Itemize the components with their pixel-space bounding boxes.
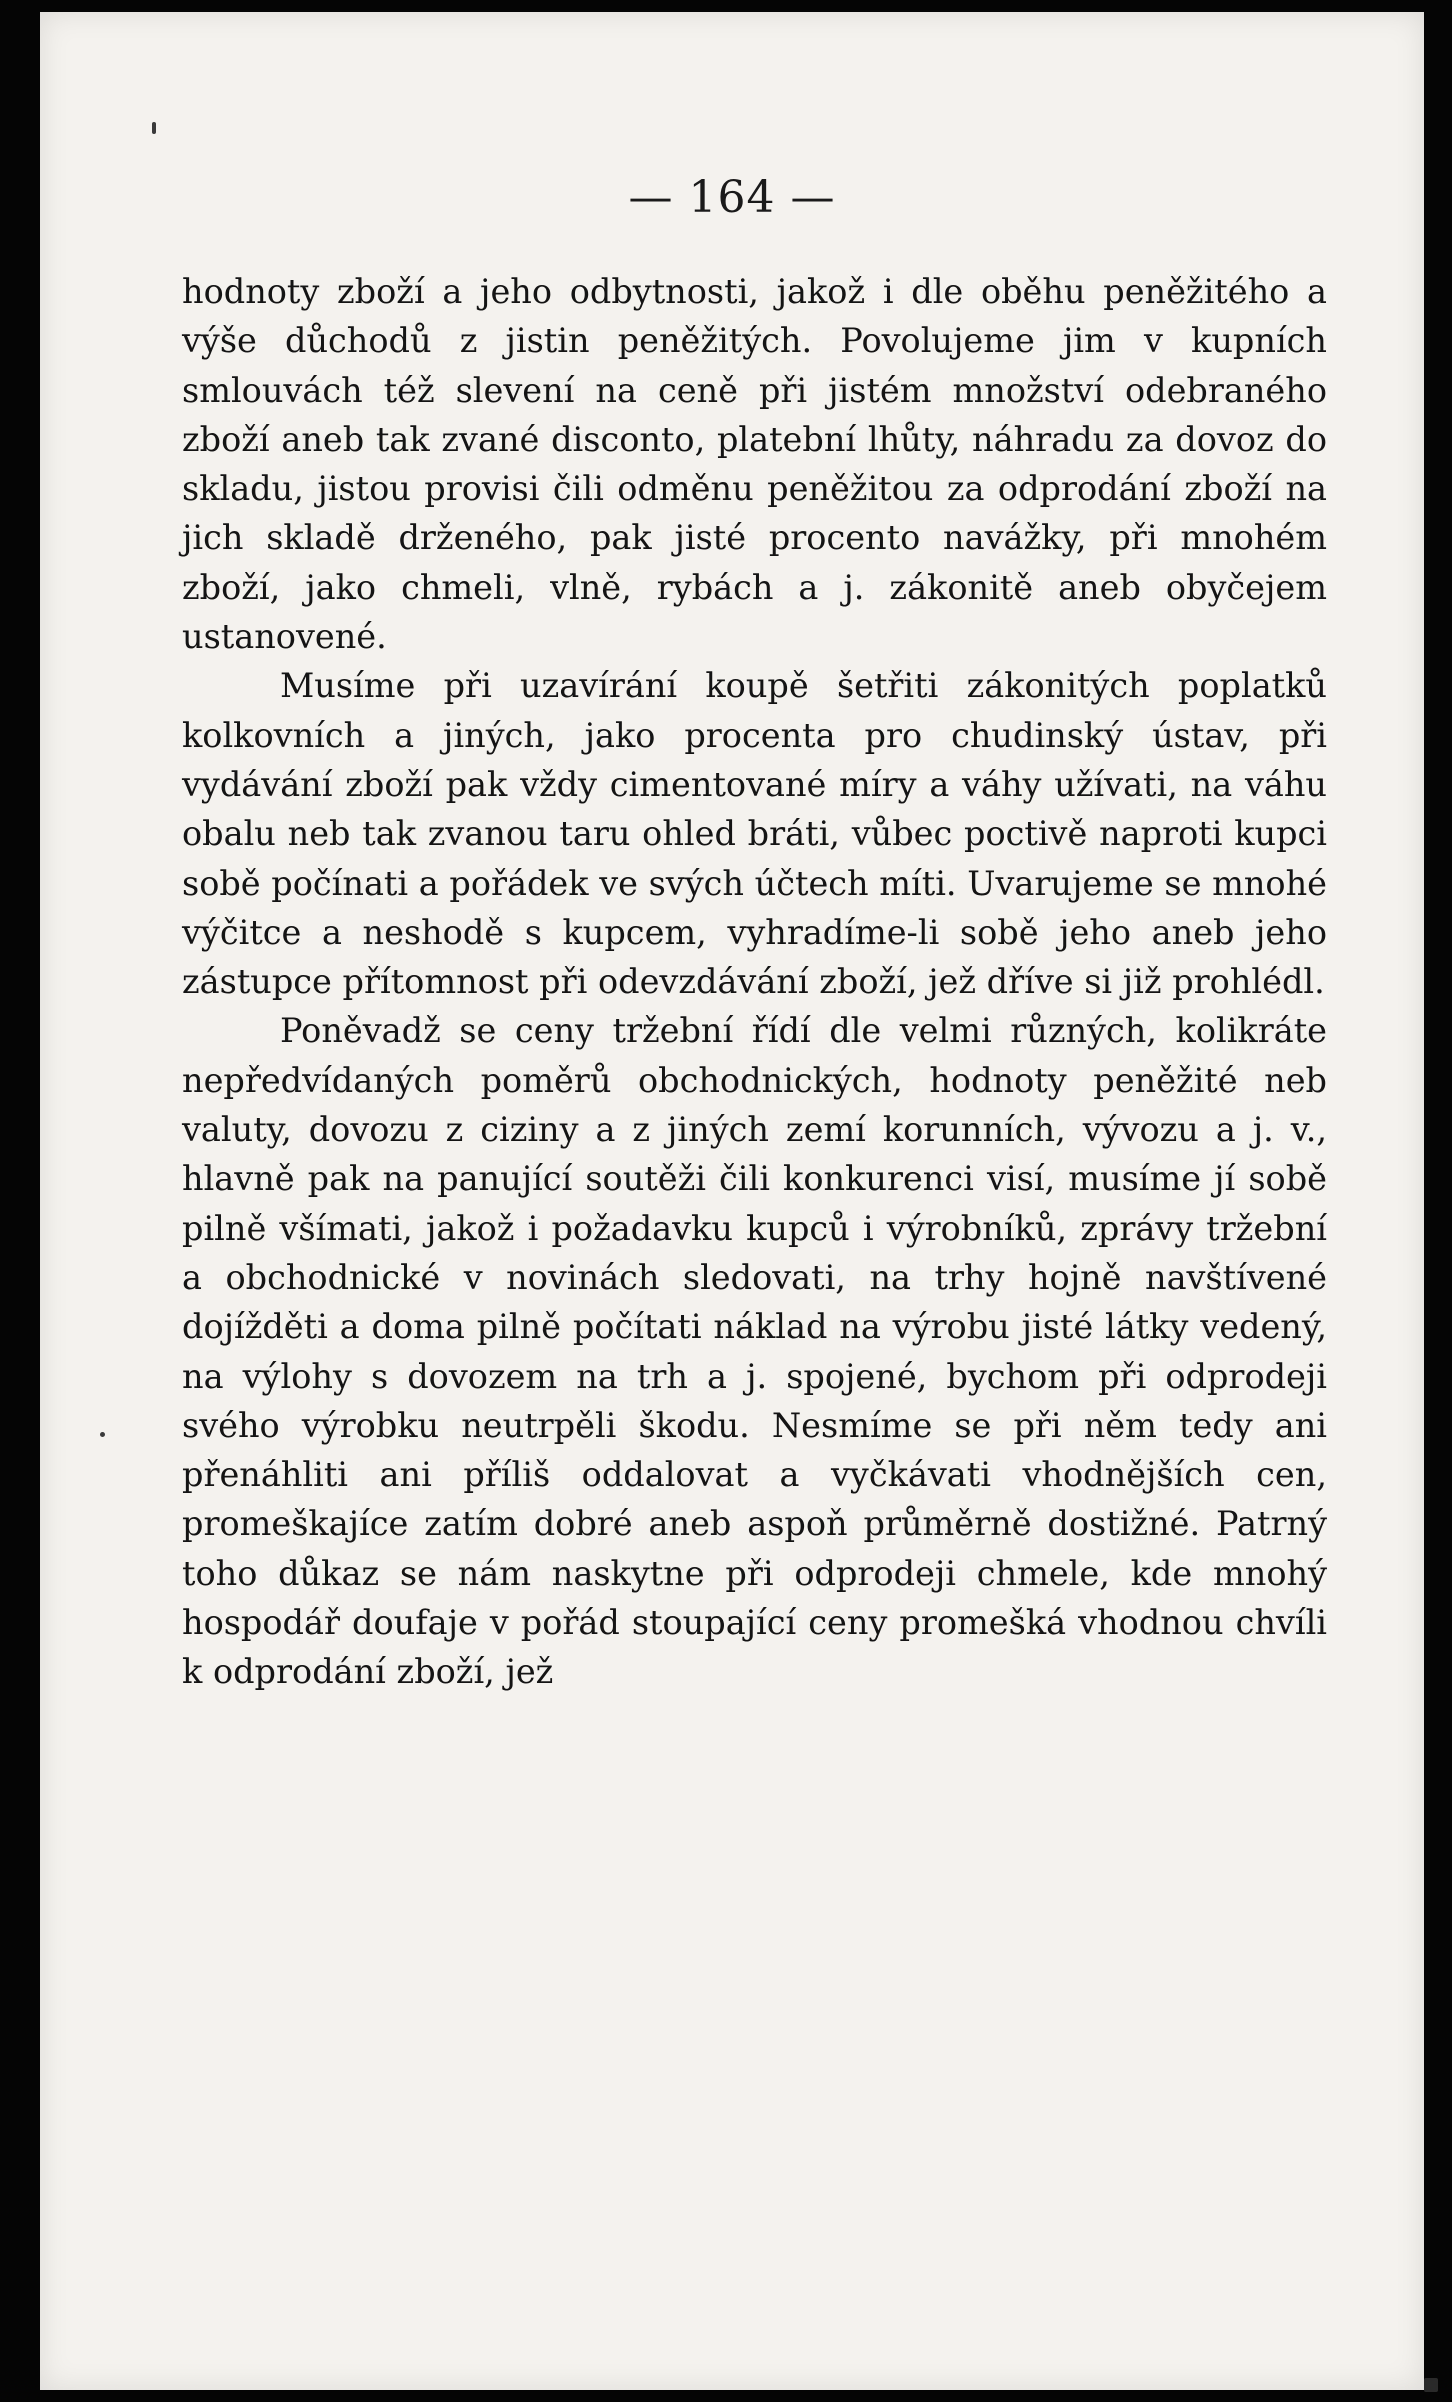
paragraph-3: Poněvadž se ceny tržební řídí dle velmi různých, kolikráte nepředvídaných poměrů obchodnických, hodnoty peněžité neb valuty, dovozu z ciziny a z jiných zemí korunních, vývozu a j. v., hlavně pak na panující soutěži čili konkurenci visí, musíme jí sobě pilně všímati, jakož i požadavku kupců i výrobníků, zprávy tržební a obchodnické v novinách sledovati, na trhy hojně navštívené dojížděti a doma pilně počítati náklad na výrobu jisté látky vedený, na výlohy s dovozem na trh a j. spojené, bychom při odprodeji svého výrobku neutrpěli škodu. Nesmíme se při něm tedy ani přenáhliti ani příliš oddalovat a vyčkávati vhodnějších cen, promeškajíce zatím dobré aneb aspoň průměrně dostižné. Patrný toho důkaz se nám naskytne při odprodeji chmele, kde mnohý hospodář doufaje v pořád stoupající ceny promešká vhodnou chvíli k odprodání zboží, jež <box>182 1011 1327 1692</box>
paragraph-1: hodnoty zboží a jeho odbytnosti, jakož i dle oběhu peněžitého a výše důchodů z jistin peněžitých. Povolujeme jim v kupních smlouvách též slevení na ceně při jistém množství odebraného zboží aneb tak zvané disconto, platební lhůty, náhradu za dovoz do skladu, jistou provisi čili odměnu peněžitou za odprodání zboží na jich skladě drženého, pak jisté procento navážky, při mnohém zboží, jako chmeli, vlně, rybách a j. zákonitě aneb obyčejem ustanovené. <box>182 272 1327 657</box>
paragraph-2: Musíme při uzavírání koupě šetřiti zákonitých poplatků kolkovních a jiných, jako procenta pro chudinský ústav, při vydávání zboží pak vždy cimentované míry a váhy užívati, na váhu obalu neb tak zvanou taru ohled bráti, vůbec poctivě naproti kupci sobě počínati a pořádek ve svých účtech míti. Uvarujeme se mnohé výčitce a neshodě s kupcem, vyhradíme-li sobě jeho aneb jeho zástupce přítomnost při odevzdávání zboží, jež dříve si již prohlédl. <box>182 666 1327 1002</box>
scan-speck <box>152 122 156 134</box>
book-page <box>40 12 1424 2390</box>
page-number-header: — 164 — <box>628 172 836 223</box>
scan-corner-mark <box>1424 2378 1438 2392</box>
scan-speck <box>100 1432 105 1437</box>
body-text <box>182 267 1327 1697</box>
